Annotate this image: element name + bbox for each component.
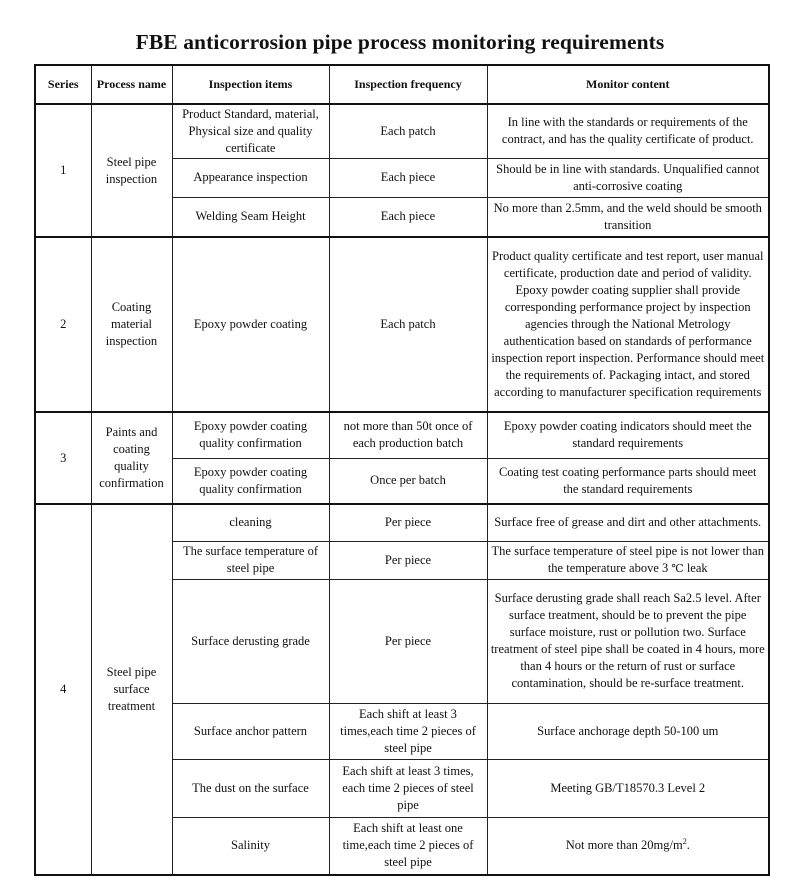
- table-row: [35, 412, 769, 458]
- process-name-cell: Paints and coating quality confirmation: [91, 412, 172, 504]
- inspection-item-cell: Appearance inspection: [172, 158, 329, 197]
- header-row: [35, 65, 769, 104]
- content-text: leak: [683, 560, 708, 575]
- series-cell: 2: [35, 237, 91, 412]
- monitor-content-cell: [487, 817, 769, 875]
- content-text: .: [686, 838, 690, 853]
- inspection-frequency-cell: Per piece: [329, 579, 487, 703]
- inspection-frequency-cell: Per piece: [329, 541, 487, 579]
- header-series: Series: [35, 65, 91, 104]
- inspection-item-cell: The surface temperature of steel pipe: [172, 541, 329, 579]
- inspection-item-cell: Welding Seam Height: [172, 197, 329, 237]
- process-name-cell: Steel pipe inspection: [91, 104, 172, 237]
- header-inspection-items: Inspection items: [172, 65, 329, 104]
- process-name-cell: Steel pipe surface treatment: [91, 504, 172, 875]
- table-row: [35, 104, 769, 158]
- inspection-frequency-cell: Each piece: [329, 197, 487, 237]
- inspection-item-cell: Product Standard, material, Physical size and quality certificate: [172, 104, 329, 158]
- inspection-frequency-cell: Per piece: [329, 504, 487, 541]
- inspection-item-cell: cleaning: [172, 504, 329, 541]
- monitor-content-cell: No more than 2.5mm, and the weld should be smooth transition: [487, 197, 769, 237]
- inspection-frequency-cell: Once per batch: [329, 458, 487, 504]
- header-monitor-content: Monitor content: [487, 65, 769, 104]
- monitor-content-cell: [487, 541, 769, 579]
- inspection-frequency-cell: not more than 50t once of each production batch: [329, 412, 487, 458]
- document-title: FBE anticorrosion pipe process monitoring requirements: [135, 30, 665, 54]
- monitor-content-cell: Epoxy powder coating indicators should meet the standard requirements: [487, 412, 769, 458]
- monitor-content-cell: Meeting GB/T18570.3 Level 2: [487, 759, 769, 817]
- inspection-item-cell: The dust on the surface: [172, 759, 329, 817]
- monitor-content-cell: Surface anchorage depth 50-100 um: [487, 703, 769, 759]
- series-cell: 1: [35, 104, 91, 237]
- table-row: [35, 237, 769, 412]
- inspection-frequency-cell: Each shift at least 3 times,each time 2 pieces of steel pipe: [329, 703, 487, 759]
- inspection-frequency-cell: Each shift at least 3 times, each time 2 pieces of steel pipe: [329, 759, 487, 817]
- celsius-unit: ℃: [671, 562, 684, 575]
- series-cell: 4: [35, 504, 91, 875]
- monitor-content-cell: Coating test coating performance parts should meet the standard requirements: [487, 458, 769, 504]
- inspection-frequency-cell: Each patch: [329, 104, 487, 158]
- superscript-exponent: 2: [682, 837, 687, 847]
- inspection-item-cell: Epoxy powder coating: [172, 237, 329, 412]
- monitor-content-cell: Surface derusting grade shall reach Sa2.5 level. After surface treatment, should be to prevent the pipe surface moisture, rust or pollution two. Surface treatment of steel pipe shall be coated in 4 hours, more than 4 hours or the return of rust or surface contamination, should be re-surface treatment.: [487, 579, 769, 703]
- inspection-item-cell: Epoxy powder coating quality confirmation: [172, 458, 329, 504]
- inspection-frequency-cell: Each shift at least one time,each time 2 pieces of steel pipe: [329, 817, 487, 875]
- inspection-item-cell: Salinity: [172, 817, 329, 875]
- monitor-content-cell: In line with the standards or requirements of the contract, and has the quality certificate of product.: [487, 104, 769, 158]
- inspection-item-cell: Epoxy powder coating quality confirmation: [172, 412, 329, 458]
- inspection-item-cell: Surface derusting grade: [172, 579, 329, 703]
- inspection-item-cell: Surface anchor pattern: [172, 703, 329, 759]
- monitoring-requirements-table: [34, 64, 770, 876]
- content-text: The surface temperature of steel pipe is not lower than the temperature above 3: [491, 543, 764, 575]
- monitor-content-cell: Product quality certificate and test report, user manual certificate, production date and period of validity. Epoxy powder coating supplier shall provide corresponding performance project by inspection agencies through the National Metrology authentication based on standards of performance inspection report inspection. Performance should meet the requirements of. Packaging intact, and stored according to manufacturer specification requirements: [487, 237, 769, 412]
- series-cell: 3: [35, 412, 91, 504]
- content-text: Not more than 20mg/m: [565, 838, 683, 853]
- inspection-frequency-cell: Each piece: [329, 158, 487, 197]
- inspection-frequency-cell: Each patch: [329, 237, 487, 412]
- monitor-content-cell: Should be in line with standards. Unqualified cannot anti-corrosive coating: [487, 158, 769, 197]
- table-row: [35, 504, 769, 541]
- header-inspection-frequency: Inspection frequency: [329, 65, 487, 104]
- monitor-content-cell: Surface free of grease and dirt and other attachments.: [487, 504, 769, 541]
- process-name-cell: Coating material inspection: [91, 237, 172, 412]
- header-process-name: Process name: [91, 65, 172, 104]
